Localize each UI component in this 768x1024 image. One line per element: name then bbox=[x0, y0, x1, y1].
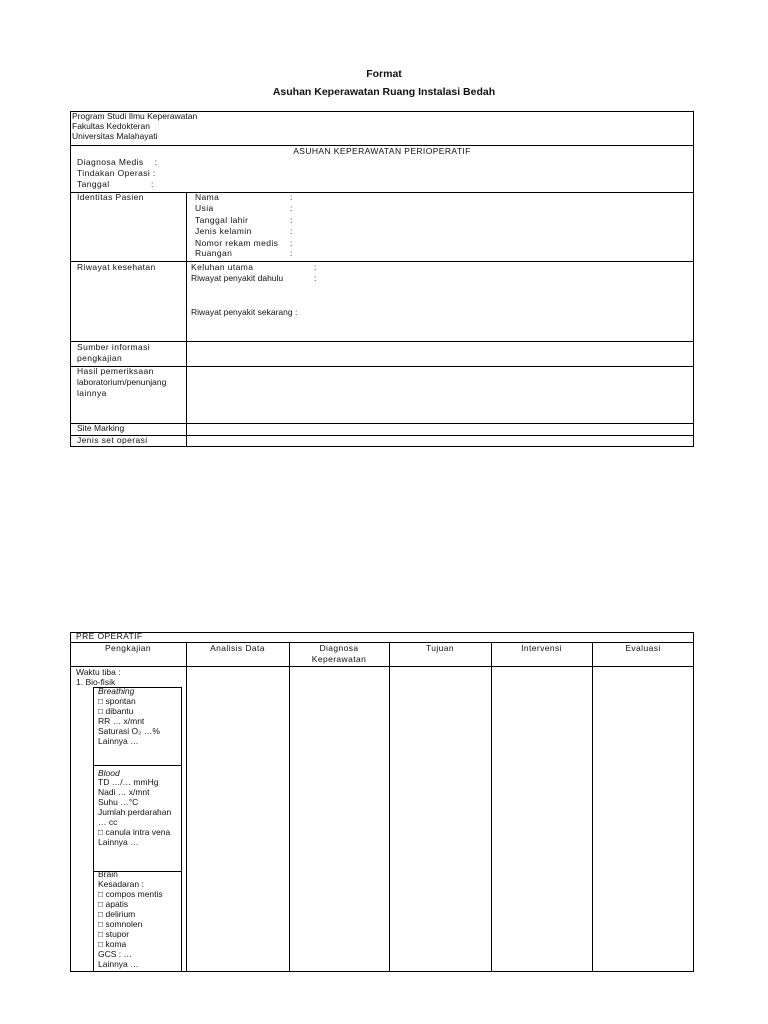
field-separator: : bbox=[314, 273, 317, 283]
field-separator: : bbox=[290, 238, 293, 248]
brain-title: Brain bbox=[98, 869, 118, 879]
row-divider bbox=[70, 423, 694, 424]
column-header-pengkajian: Pengkajian bbox=[104, 643, 152, 653]
column-header-tujuan: Tujuan bbox=[425, 643, 455, 653]
tanggal-label: Tanggal : bbox=[77, 179, 154, 189]
row-divider bbox=[70, 435, 694, 436]
hasil-pemeriksaan-label: Hasil pemeriksaan bbox=[77, 366, 154, 376]
perioperatif-heading: ASUHAN KEPERAWATAN PERIOPERATIF bbox=[293, 146, 471, 156]
blood-item: Suhu …°C bbox=[98, 797, 139, 807]
field-label-usia: Usia bbox=[195, 203, 214, 213]
blood-item: Nadi … x/mnt bbox=[98, 787, 150, 797]
field-label-jenis-kelamin: Jenis kelamin bbox=[195, 226, 252, 236]
column-divider bbox=[389, 642, 390, 972]
institution-line-3: Universitas Malahayati bbox=[72, 131, 158, 141]
row-divider bbox=[70, 666, 694, 667]
identitas-pasien-label: Identitas Pasien bbox=[77, 192, 144, 202]
brain-item: Kesadaran : bbox=[98, 879, 144, 889]
column-divider bbox=[186, 192, 187, 447]
section-divider bbox=[93, 765, 182, 766]
keluhan-utama-label: Keluhan utama bbox=[191, 262, 254, 272]
institution-line-1: Program Studi Ilmu Keperawatan bbox=[72, 111, 198, 121]
blood-item: □ canula intra vena bbox=[98, 827, 171, 837]
blood-item: … cc bbox=[98, 817, 118, 827]
field-separator: : bbox=[290, 192, 293, 202]
breathing-item: Lainnya … bbox=[98, 736, 139, 746]
riwayat-sekarang-label: Riwayat penyakit sekarang : bbox=[191, 307, 298, 317]
row-divider bbox=[70, 192, 694, 193]
hasil-pemeriksaan-label-2: laboratorium/penunjang bbox=[77, 377, 167, 387]
bio-fisik-label: 1. Bio-fisik bbox=[76, 677, 116, 687]
diagnosa-medis-label: Diagnosa Medis : bbox=[77, 157, 158, 167]
blood-item: TD …/… mmHg bbox=[98, 777, 159, 787]
brain-item: □ compos mentis bbox=[98, 889, 163, 899]
field-separator: : bbox=[314, 262, 317, 272]
field-separator: : bbox=[290, 215, 293, 225]
waktu-tiba-label: Waktu tiba : bbox=[76, 667, 121, 677]
breathing-item: □ dibantu bbox=[98, 706, 134, 716]
field-label-tanggal-lahir: Tanggal lahir bbox=[195, 215, 249, 225]
column-header-diagnosa: Diagnosa bbox=[319, 643, 359, 653]
field-label-nama: Nama bbox=[195, 192, 220, 202]
row-divider bbox=[70, 341, 694, 342]
column-divider bbox=[592, 642, 593, 972]
sumber-informasi-label-2: pengkajian bbox=[77, 353, 123, 363]
table-1-border bbox=[70, 111, 694, 447]
row-divider bbox=[70, 366, 694, 367]
column-header-evaluasi: Evaluasi bbox=[625, 643, 661, 653]
brain-item: □ koma bbox=[98, 939, 127, 949]
riwayat-dahulu-label: Riwayat penyakit dahulu bbox=[191, 273, 284, 283]
breathing-item: RR … x/mnt bbox=[98, 716, 145, 726]
document-subtitle: Asuhan Keperawatan Ruang Instalasi Bedah bbox=[272, 86, 496, 98]
field-separator: : bbox=[290, 248, 293, 258]
brain-item: □ delirium bbox=[98, 909, 136, 919]
column-divider bbox=[186, 642, 187, 972]
blood-title: Blood bbox=[98, 768, 120, 778]
brain-item: GCS : … bbox=[98, 949, 133, 959]
institution-line-2: Fakultas Kedokteran bbox=[72, 121, 150, 131]
brain-item: □ stupor bbox=[98, 929, 130, 939]
field-separator: : bbox=[290, 203, 293, 213]
column-header-analisis-data: Analisis Data bbox=[210, 643, 265, 653]
blood-item: Jumlah perdarahan bbox=[98, 807, 172, 817]
brain-item: □ apatis bbox=[98, 899, 129, 909]
column-divider bbox=[289, 642, 290, 972]
field-separator: : bbox=[290, 226, 293, 236]
row-divider bbox=[70, 261, 694, 262]
column-header-intervensi: Intervensi bbox=[521, 643, 562, 653]
tindakan-operasi-label: Tindakan Operasi : bbox=[77, 168, 156, 178]
site-marking-label: Site Marking bbox=[77, 423, 125, 433]
breathing-item: Saturasi O₂ …% bbox=[98, 726, 160, 736]
brain-item: Lainnya … bbox=[98, 959, 139, 969]
hasil-pemeriksaan-label-3: lainnya bbox=[77, 388, 107, 398]
row-divider bbox=[70, 642, 694, 643]
sumber-informasi-label: Sumber informasi bbox=[77, 342, 151, 352]
column-header-diagnosa-line-2: Keperawatan bbox=[311, 654, 367, 664]
pre-operatif-heading: PRE OPERATIF bbox=[76, 631, 143, 641]
brain-item: □ somnolen bbox=[98, 919, 143, 929]
breathing-title: Breathing bbox=[98, 686, 135, 696]
column-divider bbox=[491, 642, 492, 972]
document-title: Format bbox=[366, 68, 402, 80]
field-label-nomor-rekam-medis: Nomor rekam medis bbox=[195, 238, 279, 248]
breathing-item: □ spontan bbox=[98, 696, 136, 706]
jenis-set-operasi-label: Jenis set operasi bbox=[77, 435, 148, 445]
riwayat-kesehatan-label: Riwayat kesehatan bbox=[77, 262, 156, 272]
field-label-ruangan: Ruangan bbox=[195, 248, 233, 258]
blood-item: Lainnya … bbox=[98, 837, 139, 847]
